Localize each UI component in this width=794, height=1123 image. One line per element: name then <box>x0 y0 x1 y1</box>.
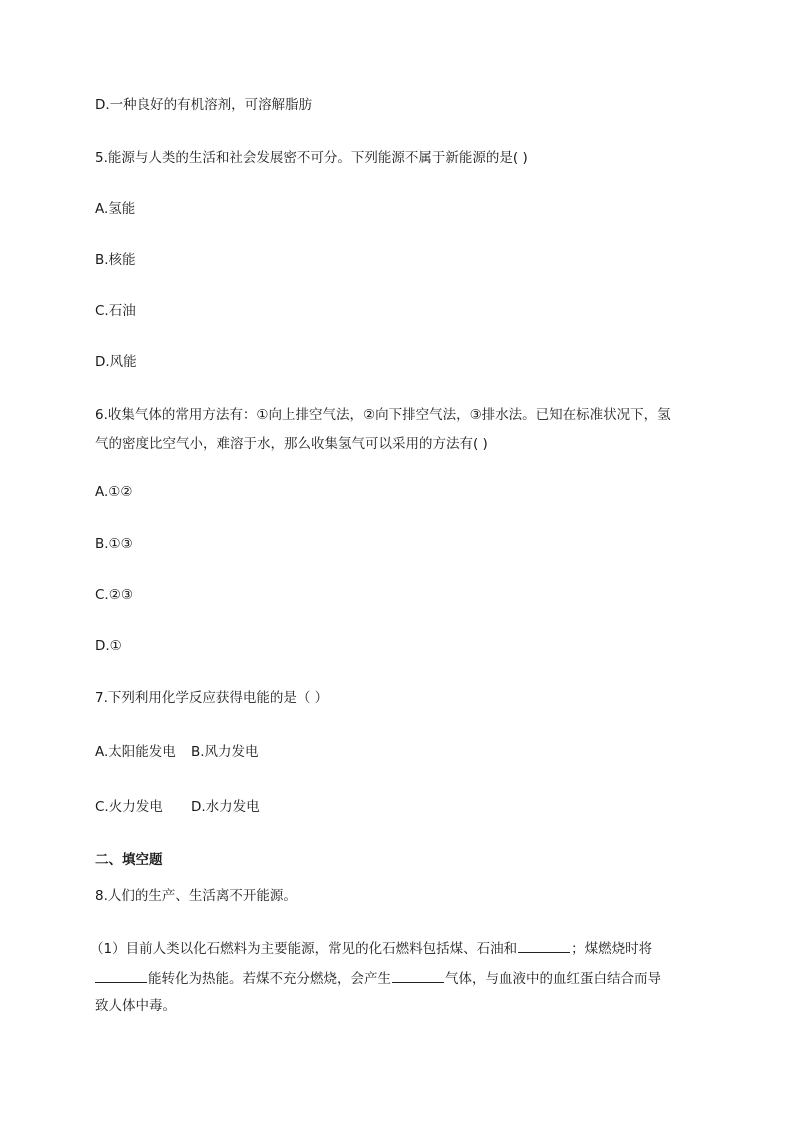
q6-stem-line1: 6.收集气体的常用方法有：①向上排空气法，②向下排空气法，③排水法。已知在标准状况下，氢 <box>95 407 671 423</box>
q6-option-a: A.①② <box>95 484 133 500</box>
q8-stem: 8.人们的生产、生活离不开能源。 <box>95 888 297 904</box>
q5-option-a: A.氢能 <box>95 201 136 217</box>
q5-stem: 5.能源与人类的生活和社会发展密不可分。下列能源不属于新能源的是( ) <box>95 150 528 166</box>
answer-blank-1[interactable] <box>518 938 570 953</box>
q8-part1-text-d: 气体，与血液中的血红蛋白结合而导 <box>445 971 661 987</box>
q7-option-c: C.火力发电 <box>95 799 163 815</box>
q7-stem: 7.下列利用化学反应获得电能的是（ ） <box>95 690 329 706</box>
q8-part1-line3: 致人体中毒。 <box>95 998 176 1014</box>
prev-option-d: D.一种良好的有机溶剂，可溶解脂肪 <box>95 97 313 113</box>
q6-stem-line2: 气的密度比空气小，难溶于水，那么收集氢气可以采用的方法有( ) <box>95 436 488 452</box>
q7-options-row1 <box>95 742 259 762</box>
q8-part1-text-c: 能转化为热能。若煤不充分燃烧，会产生 <box>148 971 391 987</box>
q7-option-d: D.水力发电 <box>191 799 260 815</box>
q5-option-b: B.核能 <box>95 252 136 268</box>
q8-part1-line2 <box>95 968 661 989</box>
answer-blank-2[interactable] <box>95 968 147 983</box>
q5-option-d: D.风能 <box>95 354 137 370</box>
q8-part1-text-a: （1）目前人类以化石燃料为主要能源，常见的化石燃料包括煤、石油和 <box>90 941 518 957</box>
q7-options-row2 <box>95 797 260 817</box>
q6-option-d: D.① <box>95 638 122 654</box>
q5-option-c: C.石油 <box>95 303 136 319</box>
answer-blank-3[interactable] <box>392 968 444 983</box>
q8-part1-line1 <box>90 938 652 959</box>
section-title-fill-in: 二、填空题 <box>95 852 163 868</box>
q6-option-c: C.②③ <box>95 587 133 603</box>
q8-part1-text-b: ；煤燃烧时将 <box>571 941 653 957</box>
q7-option-b: B.风力发电 <box>191 744 259 760</box>
q7-option-a: A.太阳能发电 <box>95 744 176 760</box>
q6-option-b: B.①③ <box>95 536 133 552</box>
